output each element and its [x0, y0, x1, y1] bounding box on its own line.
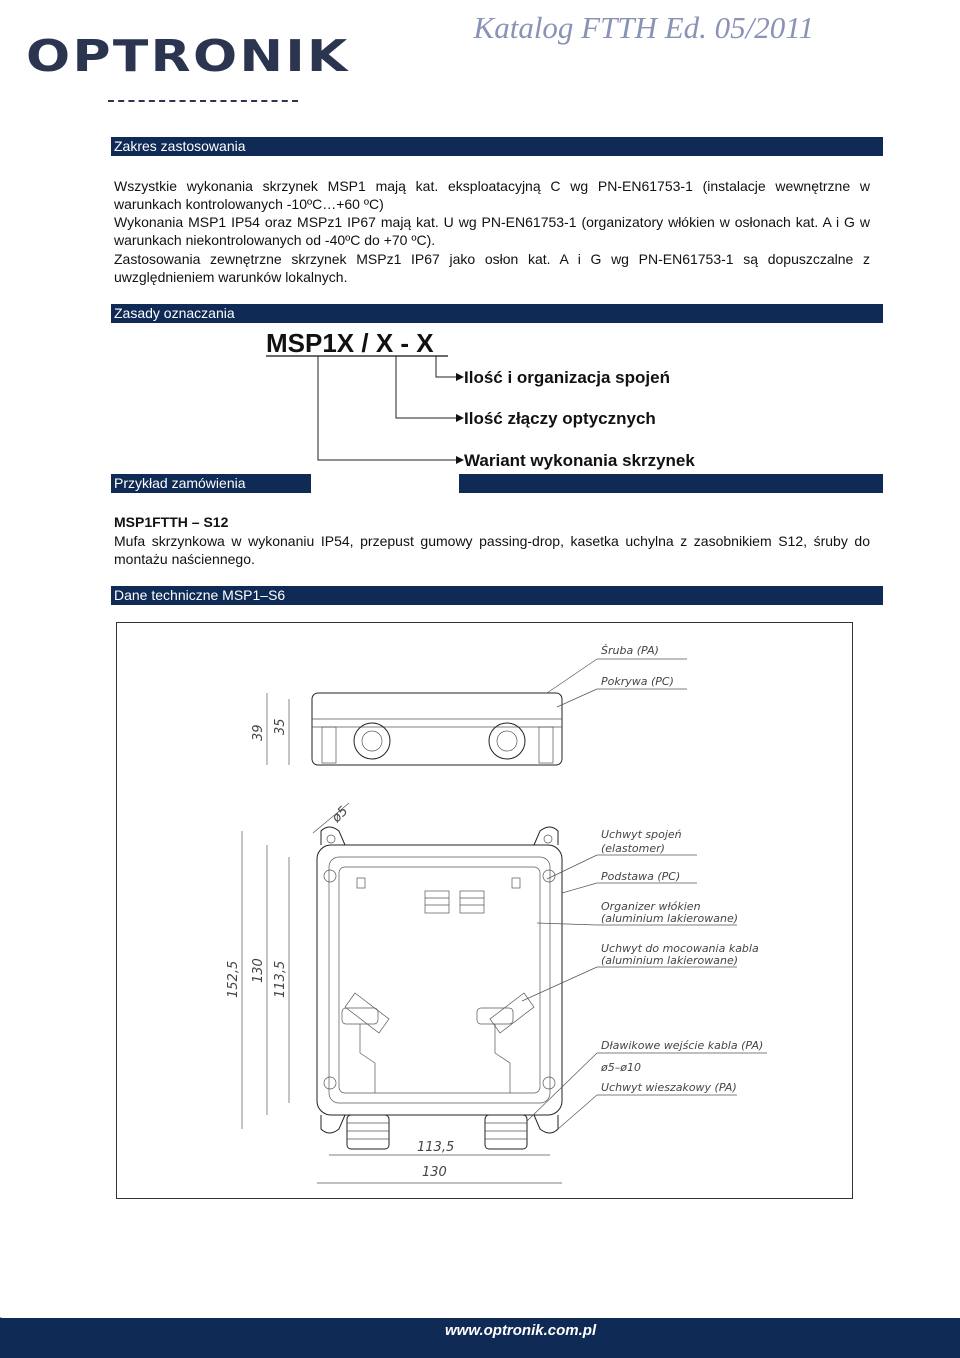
- mount-ear-bottom-left: [321, 1115, 345, 1133]
- section-title: Zakres zastosowania: [114, 138, 246, 154]
- note-sruba: Śruba (PA): [601, 644, 659, 657]
- dim-phi5: ø5: [329, 803, 352, 826]
- footer-website-link[interactable]: www.optronik.com.pl: [445, 1322, 597, 1339]
- marking-label-1: Ilość i organizacja spojeń: [464, 368, 670, 387]
- section-title: Przykład zamówienia: [114, 475, 246, 491]
- note-phi-range: ø5–ø10: [601, 1061, 641, 1074]
- cable-gland-left: [347, 1115, 389, 1149]
- dim-39: 39: [251, 724, 266, 741]
- dim-35: 35: [273, 718, 288, 735]
- section-title: Zasady oznaczania: [114, 305, 235, 321]
- technical-drawing-frame: [116, 622, 853, 1199]
- side-gland-right: [489, 723, 525, 759]
- section-title: Dane techniczne MSP1–S6: [114, 587, 286, 603]
- section-band-przyklad: [111, 474, 883, 493]
- marking-code: MSP1X / X - X: [266, 328, 434, 358]
- note-organizer: Organizer włókien: [601, 900, 701, 913]
- mount-ear-bottom-right: [534, 1115, 558, 1133]
- technical-drawing: [117, 623, 852, 1198]
- note-dlawikowe: Dławikowe wejście kabla (PA): [601, 1039, 764, 1052]
- note-uchwyt-spojen: Uchwyt spojeń: [601, 828, 682, 841]
- side-gland-left: [354, 723, 390, 759]
- side-view-body: [312, 693, 562, 765]
- zakres-paragraph-1: Wszystkie wykonania skrzynek MSP1 mają kat. eksploatacyjną C wg PN-EN61753-1 (instalacje wewnętrzne w warunkach kontrolowanych -10ºC…+60 ºC): [114, 178, 870, 212]
- zakres-paragraph-3: Zastosowania zewnętrzne skrzynek MSPz1 IP67 jako osłon kat. A i G wg PN-EN61753-1 są dopuszczalne z uwzględnieniem warunków lokalnych.: [114, 251, 870, 285]
- section-band-zakres: [111, 137, 883, 156]
- note-uchwyt-wieszakowy: Uchwyt wieszakowy (PA): [601, 1081, 737, 1094]
- dim-113-5-horizontal: 113,5: [417, 1140, 455, 1155]
- section-band-zasady: [111, 304, 883, 323]
- front-view-body: [317, 845, 562, 1115]
- dim-130-vertical: 130: [251, 958, 266, 983]
- dim-130-horizontal: 130: [422, 1165, 447, 1180]
- page-header: [0, 0, 960, 100]
- note-elastomer: (elastomer): [601, 842, 665, 855]
- marking-label-2: Ilość złączy optycznych: [464, 409, 656, 428]
- marking-scheme-diagram: [250, 326, 770, 476]
- note-uchwyt-kabla-material: (aluminium lakierowane): [601, 954, 739, 967]
- catalog-title: Katalog FTTH Ed. 05/2011: [473, 10, 814, 45]
- splice-holder: [425, 891, 449, 913]
- zakres-paragraph-2: Wykonania MSP1 IP54 oraz MSPz1 IP67 mają kat. U wg PN-EN61753-1 (organizatory włókien w osłonach kat. A i G w warunkach niekontrolowanych od -40ºC do +70 ºC).: [114, 214, 870, 248]
- order-code: MSP1FTTH – S12: [114, 514, 229, 530]
- cable-clamp-left: [345, 993, 389, 1033]
- note-uchwyt-kabla: Uchwyt do mocowania kabla: [601, 942, 759, 955]
- optronik-logo: OPTRONIK: [26, 31, 350, 82]
- logo-underline: [108, 100, 298, 105]
- note-pokrywa: Pokrywa (PC): [601, 675, 674, 688]
- leader-line-2: [396, 356, 456, 418]
- leader-line-1: [436, 356, 456, 377]
- note-organizer-material: (aluminium lakierowane): [601, 912, 739, 925]
- cable-gland-right: [485, 1115, 527, 1149]
- leader-line-3: [318, 356, 456, 460]
- order-description: Mufa skrzynkowa w wykonaniu IP54, przepust gumowy passing-drop, kasetka uchylna z zasobnikiem S12, śruby do montażu naściennego.: [114, 533, 870, 567]
- dim-152-5: 152,5: [226, 960, 241, 998]
- section-band-dane: [111, 586, 883, 605]
- marking-label-3: Wariant wykonania skrzynek: [464, 451, 695, 470]
- note-podstawa: Podstawa (PC): [601, 870, 681, 883]
- dim-113-5-vertical: 113,5: [273, 960, 288, 998]
- cable-clamp-right: [490, 993, 534, 1033]
